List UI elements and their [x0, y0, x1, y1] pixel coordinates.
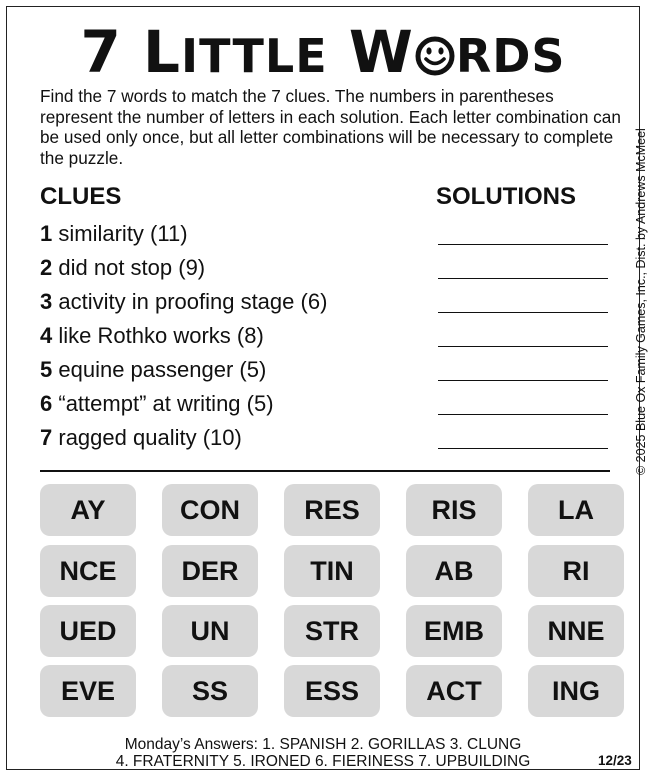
letter-tile[interactable]: UED — [40, 605, 136, 657]
clue-number: 2 — [40, 255, 53, 280]
clue-row — [40, 425, 242, 451]
answers-line-1: Monday’s Answers: 1. SPANISH 2. GORILLAS 3. CLUNG — [124, 736, 522, 753]
letter-tile[interactable]: STR — [284, 605, 380, 657]
clue-row — [40, 221, 188, 247]
letter-tile[interactable]: DER — [162, 545, 258, 597]
clue-row — [40, 289, 327, 315]
copyright-notice: © 2025 Blue Ox Family Games, Inc., Dist. by Andrews McMeel — [634, 128, 648, 475]
letter-tile[interactable]: EVE — [40, 665, 136, 717]
solution-blank[interactable] — [438, 312, 608, 313]
title-words-rest: RDS — [455, 29, 566, 83]
clue-row — [40, 255, 205, 281]
letter-tile[interactable]: LA — [528, 484, 624, 536]
clue-row — [40, 357, 266, 383]
instructions-text: Find the 7 words to match the 7 clues. The numbers in parentheses represent the number of letters in each solution. Each letter combination can be used only once, but all letter combinations will be necessary to complete the puzzle. — [40, 86, 621, 168]
clue-text: equine passenger (5) — [58, 357, 267, 382]
clue-text: activity in proofing stage (6) — [58, 289, 328, 314]
clue-text: did not stop (9) — [58, 255, 206, 280]
letter-tile[interactable]: ESS — [284, 665, 380, 717]
solution-blank[interactable] — [438, 448, 608, 449]
clue-text: similarity (11) — [58, 221, 188, 246]
solution-blank[interactable] — [438, 346, 608, 347]
solution-blank[interactable] — [438, 380, 608, 381]
letter-tile[interactable]: CON — [162, 484, 258, 536]
solution-blank[interactable] — [438, 414, 608, 415]
clue-number: 1 — [40, 221, 53, 246]
solution-blank[interactable] — [438, 244, 608, 245]
clues-header: CLUES — [40, 183, 122, 210]
letter-tile[interactable]: RIS — [406, 484, 502, 536]
answers-line-2: 4. FRATERNITY 5. IRONED 6. FIERINESS 7. UPBUILDING — [115, 753, 531, 770]
letter-tile[interactable]: AB — [406, 545, 502, 597]
clue-number: 4 — [40, 323, 53, 348]
title-seven: 7 — [80, 18, 122, 86]
title-little-initial: L — [143, 18, 181, 86]
letter-tile[interactable]: NNE — [528, 605, 624, 657]
letter-tile[interactable]: SS — [162, 665, 258, 717]
puzzle-title — [0, 18, 646, 86]
letter-tile[interactable]: RI — [528, 545, 624, 597]
letter-tile[interactable]: ING — [528, 665, 624, 717]
letter-tile[interactable]: NCE — [40, 545, 136, 597]
letter-tile[interactable]: RES — [284, 484, 380, 536]
clue-number: 5 — [40, 357, 53, 382]
solution-blank[interactable] — [438, 278, 608, 279]
title-words-initial: W — [348, 18, 414, 86]
puzzle-date: 12/23 — [598, 753, 632, 768]
title-little-rest: ITTLE — [180, 29, 328, 83]
clue-row — [40, 323, 264, 349]
clue-number: 3 — [40, 289, 53, 314]
letter-tile[interactable]: ACT — [406, 665, 502, 717]
smiley-icon — [415, 36, 455, 76]
clue-text: ragged quality (10) — [58, 425, 242, 450]
clue-number: 7 — [40, 425, 53, 450]
previous-answers — [0, 736, 646, 770]
solutions-header: SOLUTIONS — [436, 183, 577, 210]
letter-tile[interactable]: UN — [162, 605, 258, 657]
clue-text: “attempt” at writing (5) — [58, 391, 274, 416]
clue-number: 6 — [40, 391, 53, 416]
divider — [40, 470, 610, 472]
letter-tile[interactable]: AY — [40, 484, 136, 536]
letter-tile[interactable]: TIN — [284, 545, 380, 597]
clue-row — [40, 391, 274, 417]
clue-text: like Rothko works (8) — [58, 323, 264, 348]
letter-tile[interactable]: EMB — [406, 605, 502, 657]
